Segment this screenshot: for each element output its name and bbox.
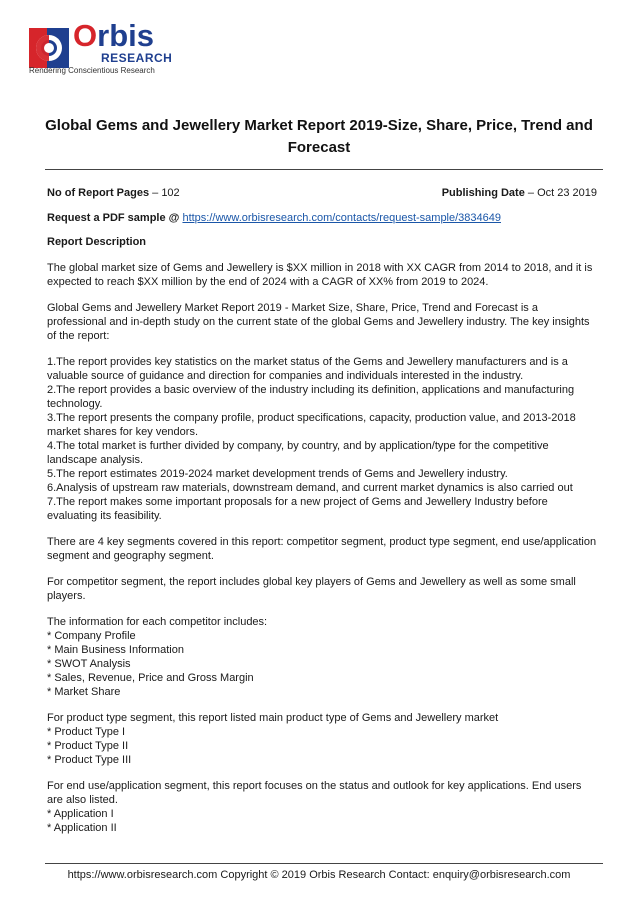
description-heading: Report Description (47, 236, 147, 248)
list-item: 6.Analysis of upstream raw materials, downstream demand, and current market dynamics is also carried out (47, 482, 573, 494)
list-item: 5.The report estimates 2019-2024 market development trends of Gems and Jewellery industry. (47, 468, 508, 480)
list-item: * SWOT Analysis (47, 658, 131, 670)
product-type-list (47, 711, 597, 767)
list-item: * Product Type III (47, 754, 132, 766)
list-item: 4.The total market is further divided by company, by country, and by application/type for the competitive landscape analysis. (47, 440, 549, 466)
intro-paragraph: The global market size of Gems and Jewellery is $XX million in 2018 with XX CAGR from 2014 to 2018, and it is expected to reach $XX million by the end of 2024 with a CAGR of XX% from 2019 to 2024. (47, 262, 593, 288)
segments-paragraph: There are 4 key segments covered in this report: competitor segment, product type segment, end use/application segment and geography segment. (47, 536, 597, 562)
report-meta-row (47, 186, 597, 200)
list-item: * Product Type I (47, 726, 126, 738)
orbis-emblem-icon (27, 26, 71, 70)
logo-wordmark: Orbis (73, 18, 154, 53)
header-divider (45, 169, 603, 170)
list-intro: For product type segment, this report listed main product type of Gems and Jewellery market (47, 712, 499, 724)
pages-info: No of Report Pages – 102 (47, 187, 180, 199)
publishing-date: Publishing Date – Oct 23 2019 (441, 187, 597, 199)
sample-label: Request a PDF sample @ (47, 212, 180, 224)
competitor-info-list (47, 615, 597, 699)
sample-request-link[interactable]: https://www.orbisresearch.com/contacts/request-sample/3834649 (182, 212, 501, 224)
list-item: * Sales, Revenue, Price and Gross Margin (47, 672, 254, 684)
list-item: * Main Business Information (47, 644, 184, 656)
list-item: * Company Profile (47, 630, 136, 642)
logo-tagline: Rendering Conscientious Research (29, 66, 155, 75)
list-item: * Application I (47, 808, 114, 820)
list-item: * Application II (47, 822, 117, 834)
list-item: 2.The report provides a basic overview of the industry including its definition, applications and manufacturing technology. (47, 384, 575, 410)
sample-request-row (47, 211, 597, 225)
list-intro: The information for each competitor includes: (47, 616, 268, 628)
page-footer: https://www.orbisresearch.com Copyright © 2019 Orbis Research Contact: enquiry@orbisresearch.com (67, 869, 571, 881)
list-item: 3.The report presents the company profile, product specifications, capacity, production value, and 2013-2018 market shares for key vendors. (47, 412, 576, 438)
report-description (47, 235, 597, 847)
insights-list (47, 355, 597, 523)
footer-divider (45, 863, 603, 864)
list-item: * Market Share (47, 686, 121, 698)
competitor-paragraph: For competitor segment, the report includes global key players of Gems and Jewellery as well as some small players. (47, 576, 576, 602)
list-item: * Product Type II (47, 740, 129, 752)
list-item: 7.The report makes some important proposals for a new project of Gems and Jewellery Industry before evaluating its feasibility. (47, 496, 548, 522)
study-paragraph: Global Gems and Jewellery Market Report 2019 - Market Size, Share, Price, Trend and Forecast is a professional and in-depth study on the current state of the global Gems and Jewellery industry. The key insights of the report: (47, 302, 590, 342)
list-intro: For end use/application segment, this report focuses on the status and outlook for key applications. End users are also listed. (47, 780, 582, 806)
list-item: 1.The report provides key statistics on the market status of the Gems and Jewellery manufacturers and is a valuable source of guidance and direction for companies and individuals interested in the industry. (47, 356, 568, 382)
logo-research-text: RESEARCH (101, 51, 173, 65)
report-title: Global Gems and Jewellery Market Report 2019-Size, Share, Price, Trend and Forecast (45, 117, 593, 156)
end-use-list (47, 779, 597, 835)
orbis-logo (27, 18, 173, 78)
